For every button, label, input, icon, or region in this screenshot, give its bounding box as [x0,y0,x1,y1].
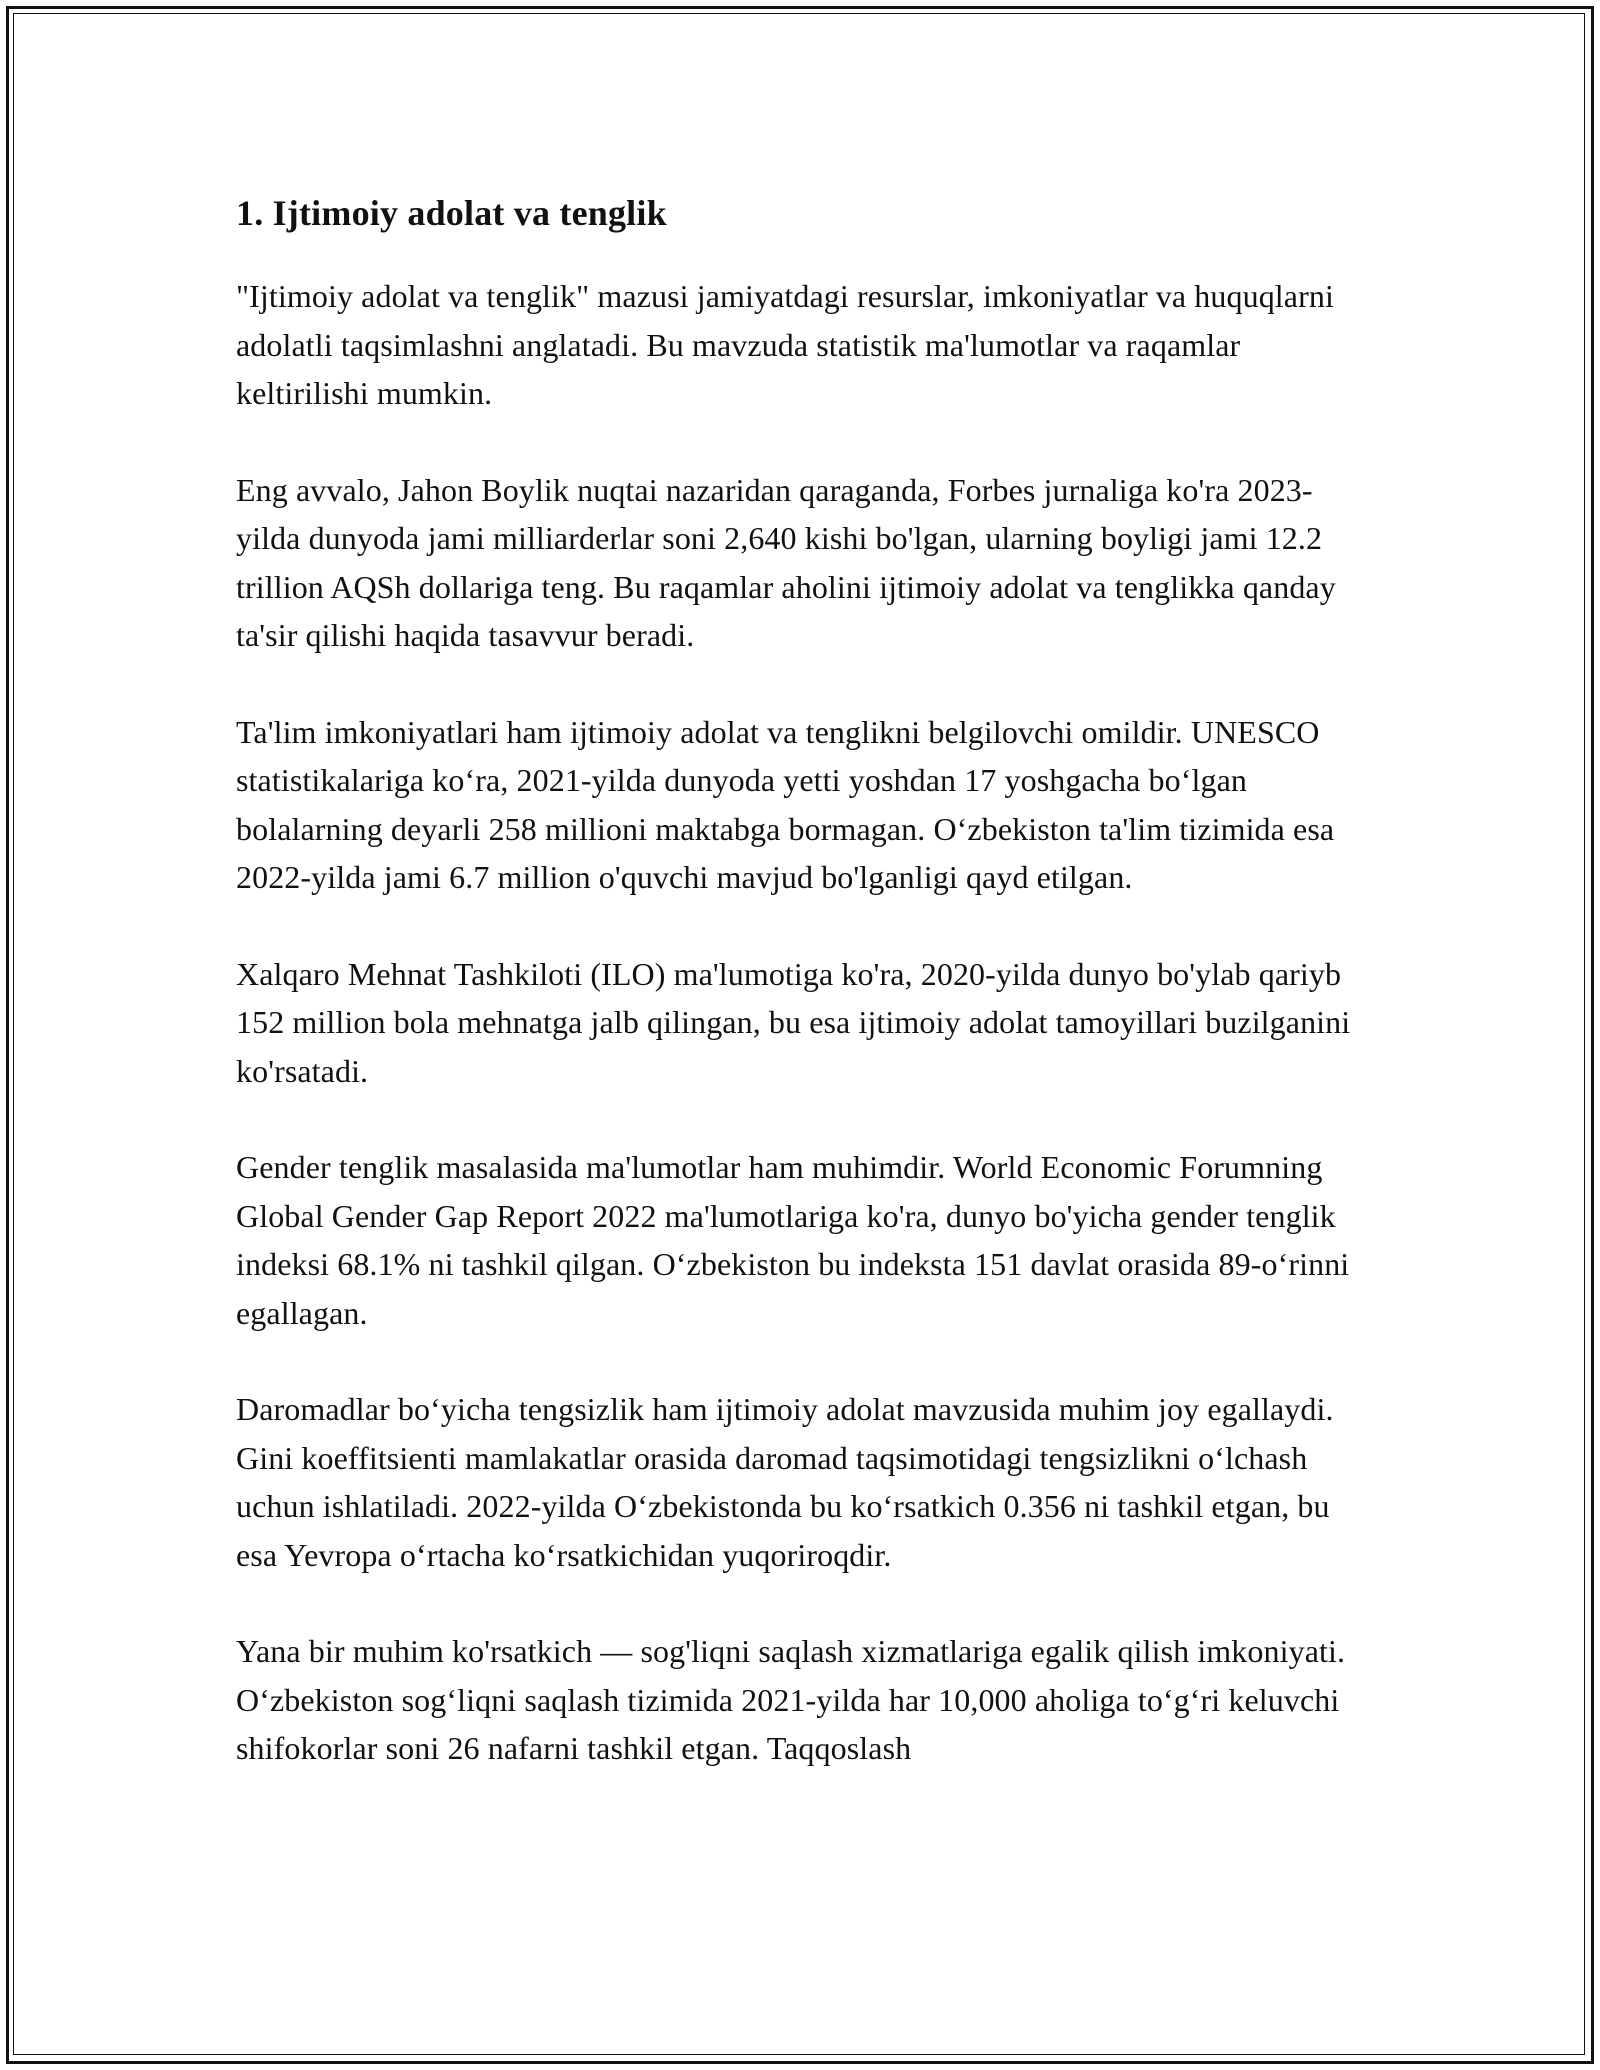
paragraph-intro: "Ijtimoiy adolat va tenglik" mazusi jamiyatdagi resurslar, imkoniyatlar va huquqlarni adolatli taqsimlashni anglatadi. Bu mavzuda statistik ma'lumotlar va raqamlar keltirilishi mumkin. [236,278,1334,411]
paragraph-healthcare: Yana bir muhim ko'rsatkich — sog'liqni saqlash xizmatlariga egalik qilish imkoniyati. O‘zbekiston sog‘liqni saqlash tizimida 2021-yilda har 10,000 aholiga to‘g‘ri keluvchi shifokorlar soni 26 nafarni tashkil etgan. Taqqoslash [236,1633,1346,1766]
document-body [236,186,1376,1821]
paragraph-child-labor: Xalqaro Mehnat Tashkiloti (ILO) ma'lumotiga ko'ra, 2020-yilda dunyo bo'ylab qariyb 152 million bola mehnatga jalb qilingan, bu esa ijtimoiy adolat tamoyillari buzilganini ko'rsatadi. [236,955,1351,1089]
section-title: 1. Ijtimoiy adolat va tenglik [236,193,667,233]
paragraph-gender: Gender tenglik masalasida ma'lumotlar ham muhimdir. World Economic Forumning Global Gender Gap Report 2022 ma'lumotlariga ko'ra, dunyo bo'yicha gender tenglik indeksi 68.1% ni tashkil qilgan. O‘zbekiston bu indeksta 151 davlat orasida 89-o‘rinni egallagan. [236,1149,1350,1331]
paragraph-wealth: Eng avvalo, Jahon Boylik nuqtai nazaridan qaraganda, Forbes jurnaliga ko'ra 2023-yilda dunyoda jami milliarderlar soni 2,640 kishi bo'lgan, ularning boyligi jami 12.2 trillion AQSh dollariga teng. Bu raqamlar aholini ijtimoiy adolat va tenglikka qanday ta'sir qilishi haqida tasavvur beradi. [236,471,1336,653]
paragraph-income: Daromadlar bo‘yicha tengsizlik ham ijtimoiy adolat mavzusida muhim joy egallaydi. Gini koeffitsienti mamlakatlar orasida daromad taqsimotidagi tengsizlikni o‘lchash uchun ishlatiladi. 2022-yilda O‘zbekistonda bu ko‘rsatkich 0.356 ni tashkil etgan, bu esa Yevropa o‘rtacha ko‘rsatkichidan yuqoriroqdir. [236,1391,1334,1573]
paragraph-education: Ta'lim imkoniyatlari ham ijtimoiy adolat va tenglikni belgilovchi omildir. UNESCO statistikalariga ko‘ra, 2021-yilda dunyoda yetti yoshdan 17 yoshgacha bo‘lgan bolalarning deyarli 258 millioni maktabga bormagan. O‘zbekiston ta'lim tizimida esa 2022-yilda jami 6.7 million o'quvchi mavjud bo'lganligi qayd etilgan. [236,713,1335,895]
